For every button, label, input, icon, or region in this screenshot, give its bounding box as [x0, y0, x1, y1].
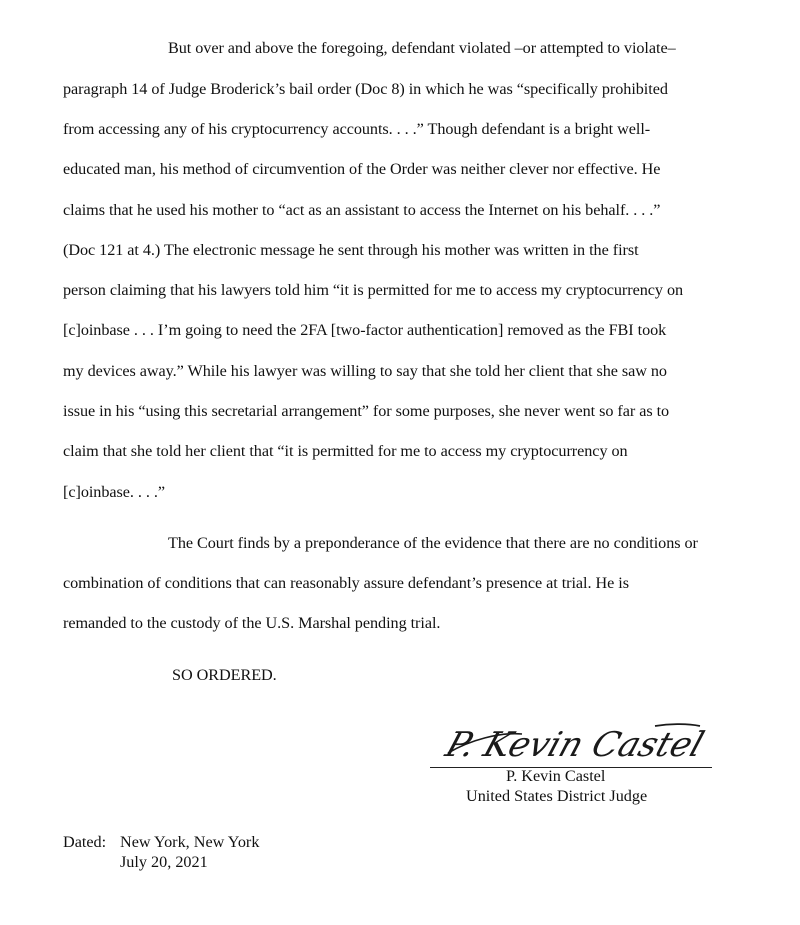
dated-place: New York, New York — [120, 833, 260, 851]
text-line: educated man, his method of circumvention of the Order was neither clever nor effective. He — [63, 160, 661, 178]
so-ordered: SO ORDERED. — [172, 666, 277, 684]
judge-name: P. Kevin Castel — [506, 767, 606, 785]
text-line: from accessing any of his cryptocurrency accounts. . . .” Though defendant is a bright well- — [63, 120, 651, 138]
dated-label: Dated: — [63, 833, 107, 851]
text-line: claims that he used his mother to “act as an assistant to access the Internet on his behalf. . . .” — [63, 201, 661, 219]
text-line: claim that she told her client that “it is permitted for me to access my cryptocurrency on — [63, 442, 628, 460]
text-line: remanded to the custody of the U.S. Marshal pending trial. — [63, 614, 441, 632]
text-line: [c]oinbase. . . .” — [63, 483, 166, 501]
text-line: The Court finds by a preponderance of the evidence that there are no conditions or — [168, 534, 698, 552]
dated-date: July 20, 2021 — [120, 853, 208, 871]
text-line: [c]oinbase . . . I’m going to need the 2FA [two-factor authentication] removed as the FBI took — [63, 321, 667, 339]
text-line: person claiming that his lawyers told him “it is permitted for me to access my cryptocurrency on — [63, 281, 684, 299]
judge-title: United States District Judge — [466, 787, 648, 805]
text-line: my devices away.” While his lawyer was willing to say that she told her client that she saw no — [63, 362, 667, 380]
text-line: issue in his “using this secretarial arrangement” for some purposes, she never went so far as to — [63, 402, 670, 420]
text-line: combination of conditions that can reasonably assure defendant’s presence at trial. He is — [63, 574, 629, 592]
text-line: But over and above the foregoing, defendant violated –or attempted to violate– — [168, 39, 676, 57]
text-line: (Doc 121 at 4.) The electronic message he sent through his mother was written in the first — [63, 241, 639, 259]
text-line: paragraph 14 of Judge Broderick’s bail order (Doc 8) in which he was “specifically prohibited — [63, 80, 668, 98]
handwritten-signature: P. Kevin Castel — [440, 725, 707, 765]
